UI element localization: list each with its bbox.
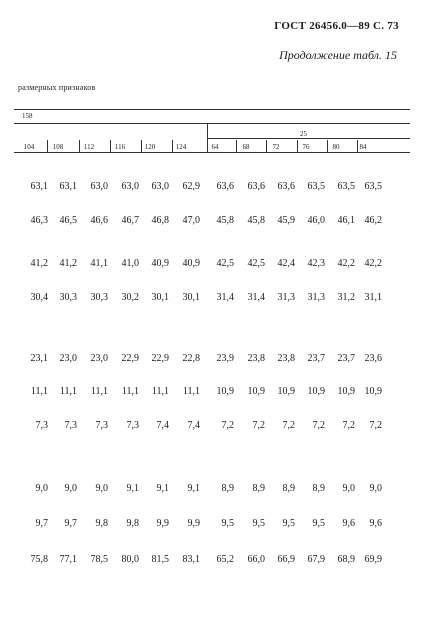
table-cell: 42,5 (216, 258, 234, 269)
table-cell: 42,2 (337, 258, 355, 269)
table-cell: 9,9 (187, 518, 200, 529)
table-cell: 7,3 (126, 420, 139, 431)
table-cell: 31,1 (364, 292, 382, 303)
column-divider (141, 140, 142, 152)
table-cell: 63,1 (30, 181, 48, 192)
table-cell: 11,1 (30, 386, 48, 397)
table-cell: 31,3 (277, 292, 295, 303)
column-header: 84 (359, 143, 367, 151)
table-cell: 46,3 (30, 215, 48, 226)
table-cell: 63,5 (307, 181, 325, 192)
table-cell: 9,5 (221, 518, 234, 529)
table-cell: 40,9 (182, 258, 200, 269)
table-cell: 66,9 (277, 554, 295, 565)
table-cell: 40,9 (151, 258, 169, 269)
table-cell: 9,7 (35, 518, 48, 529)
table-cell: 46,2 (364, 215, 382, 226)
table-cell: 7,2 (342, 420, 355, 431)
table-cell: 31,4 (247, 292, 265, 303)
group-header-sub: 25 (300, 130, 307, 138)
table-cell: 30,3 (90, 292, 108, 303)
table-cell: 8,9 (312, 483, 325, 494)
table-cell: 63,5 (364, 181, 382, 192)
table-cell: 9,9 (156, 518, 169, 529)
table-cell: 9,6 (342, 518, 355, 529)
table-cell: 10,9 (307, 386, 325, 397)
table-cell: 30,1 (151, 292, 169, 303)
table-cell: 45,8 (247, 215, 265, 226)
table-cell: 23,7 (307, 353, 325, 364)
table-cell: 22,9 (121, 353, 139, 364)
table-cell: 10,9 (337, 386, 355, 397)
column-divider (357, 140, 358, 152)
table-cell: 9,0 (95, 483, 108, 494)
column-divider (236, 140, 237, 152)
table-cell: 11,1 (59, 386, 77, 397)
table-cell: 67,9 (307, 554, 325, 565)
table-cell: 83,1 (182, 554, 200, 565)
table-continuation-title: Продолжение табл. 15 (279, 48, 397, 62)
table-cell: 30,2 (121, 292, 139, 303)
table-cell: 7,4 (187, 420, 200, 431)
column-divider (297, 140, 298, 152)
table-cell: 63,6 (247, 181, 265, 192)
table-cell: 10,9 (277, 386, 295, 397)
table-cell: 22,8 (182, 353, 200, 364)
table-cell: 46,7 (121, 215, 139, 226)
table-cell: 42,5 (247, 258, 265, 269)
table-cell: 7,2 (369, 420, 382, 431)
table-cell: 8,9 (221, 483, 234, 494)
column-header: 64 (211, 143, 219, 151)
table-cell: 11,1 (182, 386, 200, 397)
table-cell: 11,1 (151, 386, 169, 397)
subgroup-rule (207, 138, 410, 139)
column-header: 124 (175, 143, 187, 151)
table-cell: 46,8 (151, 215, 169, 226)
table-cell: 45,9 (277, 215, 295, 226)
table-cell: 46,6 (90, 215, 108, 226)
group-header-top: 158 (22, 112, 33, 120)
table-cell: 63,6 (277, 181, 295, 192)
table-cell: 9,1 (126, 483, 139, 494)
table-cell: 78,5 (90, 554, 108, 565)
table-cell: 7,3 (35, 420, 48, 431)
table-cell: 22,9 (151, 353, 169, 364)
table-cell: 42,3 (307, 258, 325, 269)
column-header: 116 (114, 143, 126, 151)
table-cell: 11,1 (121, 386, 139, 397)
table-cell: 9,8 (126, 518, 139, 529)
table-cell: 42,2 (364, 258, 382, 269)
table-cell: 10,9 (216, 386, 234, 397)
column-header: 120 (144, 143, 156, 151)
table-cell: 30,1 (182, 292, 200, 303)
table-cell: 47,0 (182, 215, 200, 226)
table-cell: 63,5 (337, 181, 355, 192)
column-divider (110, 140, 111, 152)
table-cell: 68,9 (337, 554, 355, 565)
table-cell: 81,5 (151, 554, 169, 565)
table-cell: 77,1 (59, 554, 77, 565)
table-cell: 80,0 (121, 554, 139, 565)
table-cell: 23,0 (90, 353, 108, 364)
group-rule (14, 123, 410, 124)
table-cell: 23,9 (216, 353, 234, 364)
table-cell: 63,0 (151, 181, 169, 192)
table-cell: 9,7 (64, 518, 77, 529)
table-cell: 63,1 (59, 181, 77, 192)
table-cell: 31,4 (216, 292, 234, 303)
table-cell: 9,8 (95, 518, 108, 529)
table-cell: 30,4 (30, 292, 48, 303)
header-bottom-rule (14, 152, 410, 153)
table-cell: 65,2 (216, 554, 234, 565)
column-divider (207, 140, 208, 152)
table-cell: 10,9 (364, 386, 382, 397)
table-cell: 31,3 (307, 292, 325, 303)
table-cell: 42,4 (277, 258, 295, 269)
table-cell: 7,2 (312, 420, 325, 431)
table-cell: 66,0 (247, 554, 265, 565)
table-cell: 9,0 (342, 483, 355, 494)
table-cell: 41,1 (90, 258, 108, 269)
table-cell: 63,0 (121, 181, 139, 192)
table-cell: 7,4 (156, 420, 169, 431)
table-cell: 23,0 (59, 353, 77, 364)
table-cell: 9,0 (35, 483, 48, 494)
table-cell: 41,0 (121, 258, 139, 269)
table-cell: 41,2 (59, 258, 77, 269)
table-cell: 7,3 (64, 420, 77, 431)
table-cell: 69,9 (364, 554, 382, 565)
table-cell: 63,0 (90, 181, 108, 192)
table-cell: 8,9 (282, 483, 295, 494)
table-cell: 7,2 (221, 420, 234, 431)
column-divider (47, 140, 48, 152)
table-cell: 9,5 (282, 518, 295, 529)
column-divider (327, 140, 328, 152)
column-header: 112 (83, 143, 95, 151)
column-header: 72 (272, 143, 280, 151)
table-cell: 31,2 (337, 292, 355, 303)
table-cell: 46,5 (59, 215, 77, 226)
section-caption: размерных признаков (18, 83, 96, 92)
table-cell: 23,6 (364, 353, 382, 364)
table-cell: 62,9 (182, 181, 200, 192)
table-cell: 9,1 (187, 483, 200, 494)
table-cell: 41,2 (30, 258, 48, 269)
table-cell: 9,6 (369, 518, 382, 529)
table-cell: 23,7 (337, 353, 355, 364)
table-cell: 7,2 (282, 420, 295, 431)
table-cell: 9,5 (252, 518, 265, 529)
table-cell: 9,0 (369, 483, 382, 494)
column-header: 80 (332, 143, 340, 151)
table-cell: 9,0 (64, 483, 77, 494)
column-divider (79, 140, 80, 152)
column-divider (266, 140, 267, 152)
table-top-rule (14, 109, 410, 110)
table-cell: 23,8 (247, 353, 265, 364)
table-cell: 46,0 (307, 215, 325, 226)
table-cell: 46,1 (337, 215, 355, 226)
table-cell: 9,5 (312, 518, 325, 529)
column-header: 108 (52, 143, 64, 151)
table-cell: 10,9 (247, 386, 265, 397)
table-cell: 7,3 (95, 420, 108, 431)
column-header: 76 (302, 143, 310, 151)
table-cell: 75,8 (30, 554, 48, 565)
column-header: 104 (23, 143, 35, 151)
column-header: 68 (242, 143, 250, 151)
table-cell: 7,2 (252, 420, 265, 431)
table-cell: 8,9 (252, 483, 265, 494)
table-cell: 45,8 (216, 215, 234, 226)
column-divider (172, 140, 173, 152)
table-cell: 63,6 (216, 181, 234, 192)
table-cell: 23,8 (277, 353, 295, 364)
table-cell: 23,1 (30, 353, 48, 364)
standard-reference: ГОСТ 26456.0—89 С. 73 (274, 20, 399, 32)
table-cell: 9,1 (156, 483, 169, 494)
table-cell: 30,3 (59, 292, 77, 303)
table-cell: 11,1 (90, 386, 108, 397)
